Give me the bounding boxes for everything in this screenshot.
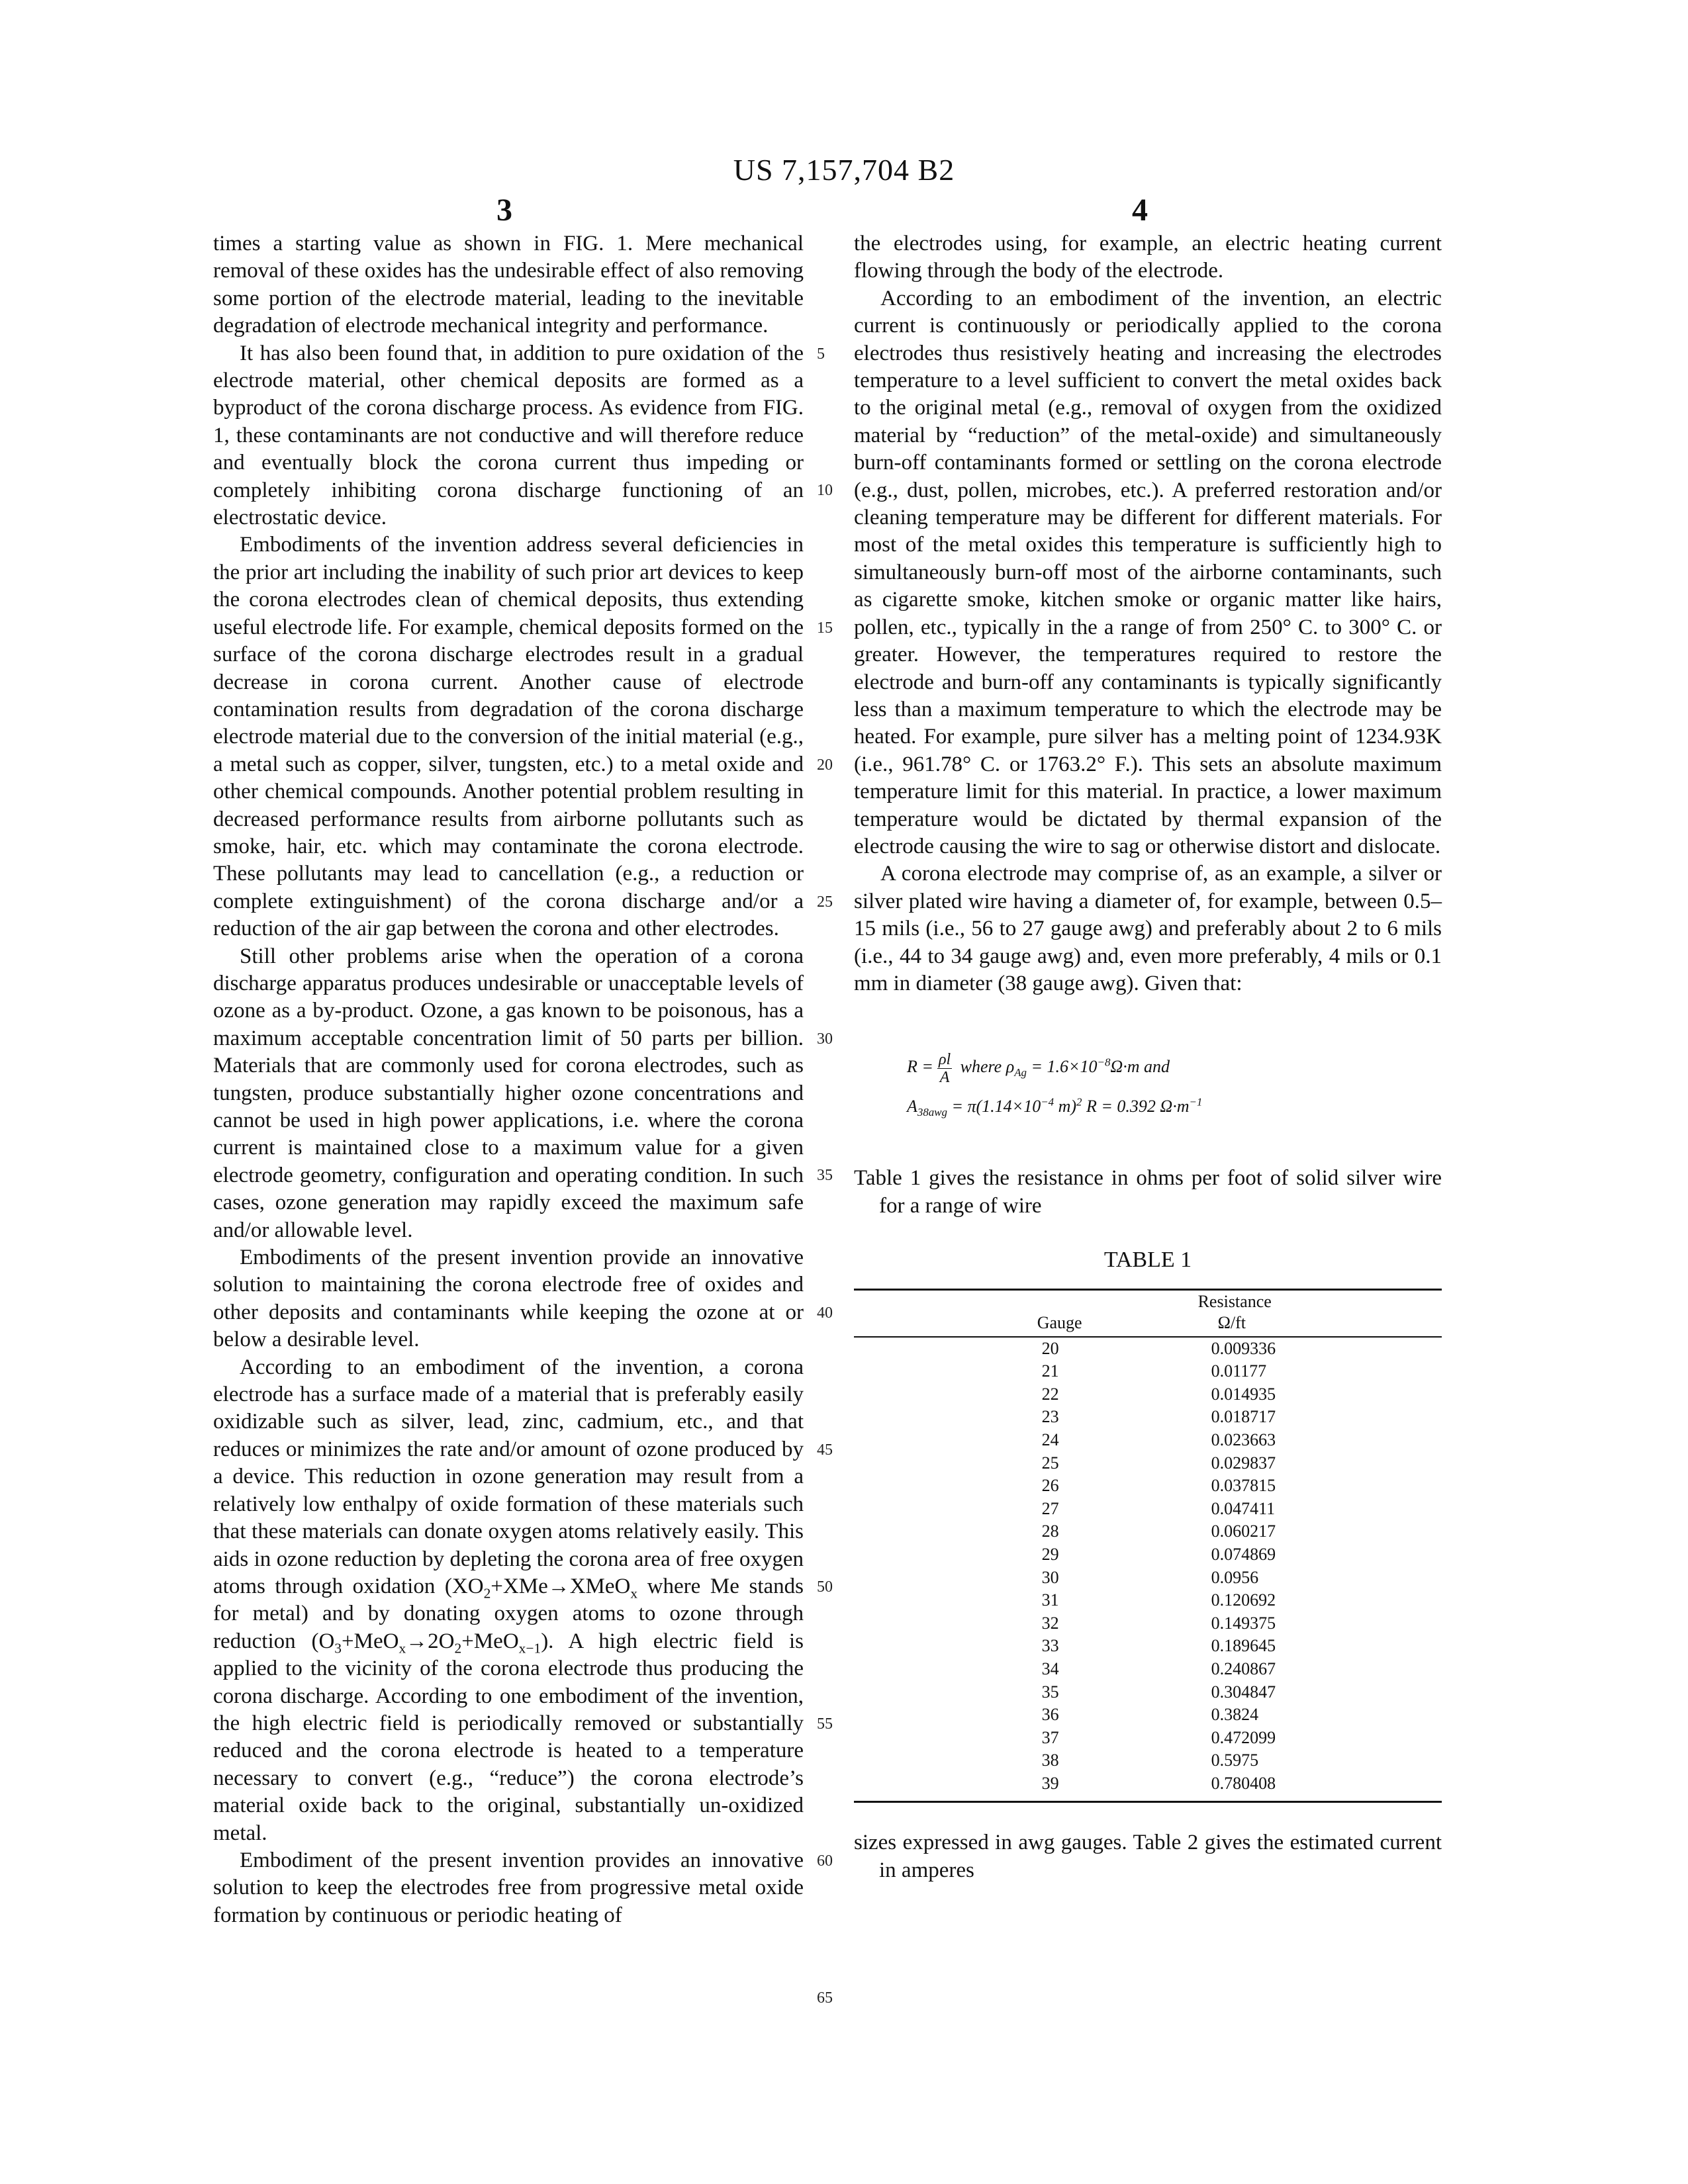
- resistance-cell: 0.189645: [1211, 1636, 1276, 1656]
- line-number: 15: [817, 619, 833, 637]
- resistance-cell: 0.023663: [1211, 1430, 1276, 1449]
- table-row: [854, 1635, 1442, 1658]
- resistance-cell: 0.780408: [1211, 1773, 1276, 1793]
- line-number: 5: [817, 345, 825, 363]
- resistance-cell: 0.304847: [1211, 1682, 1276, 1702]
- table-row: [854, 1360, 1442, 1383]
- table-row: [854, 1612, 1442, 1635]
- resistance-cell: 0.0956: [1211, 1567, 1259, 1587]
- resistance-cell: 0.037815: [1211, 1476, 1276, 1496]
- line-number: 60: [817, 1852, 833, 1870]
- line-number: 25: [817, 893, 833, 911]
- line-number: 55: [817, 1715, 833, 1733]
- right-column: [854, 230, 1442, 1884]
- patent-number: US 7,157,704 B2: [733, 153, 955, 187]
- right-paragraph-2: According to an embodiment of the invention, an electric current is continuously or periodically applied to the corona electrodes thus resistively heating and increasing the electrodes temperature to a level sufficient to convert the metal oxides back to the original metal (e.g., removal of oxygen from the oxidized material by “reduction” of the metal-oxide) and simultaneously burn-off contaminants formed or settling on the corona electrode (e.g., dust, pollen, microbes, etc.). A preferred restoration and/or cleaning temperature may be different for different materials. For most of the metal oxides this temperature is sufficiently high to simultaneously burn-off most of the airborne contaminants, such as cigarette smoke, kitchen smoke or organic matter like hairs, pollen, etc., typically in the a range of from 250° C. to 300° C. or greater. However, the temperatures required to restore the electrode and burn-off any contaminants is typically significantly less than a maximum temperature to which the electrode may be heated. For example, pure silver has a melting point of 1234.93K (i.e., 961.78° C. or 1763.2° F.). This sets an absolute maximum temperature limit for this material. In practice, a lower maximum temperature would be dictated by thermal expansion of the electrode causing the wire to sag or otherwise distort and dislocate.: [854, 286, 1442, 858]
- line-number: 65: [817, 1989, 833, 2007]
- table-row: [854, 1589, 1442, 1612]
- gauge-cell: 20: [1041, 1338, 1059, 1358]
- left-paragraph-4: Still other problems arise when the operation of a corona discharge apparatus produces undesirable or unacceptable levels of ozone as a by-product. Ozone, a gas known to be poisonous, has a maximum acceptable concentration limit of 50 parts per billion. Materials that are commonly used for corona electrodes, such as tungsten, produce substantially higher ozone concentrations and cannot be used in high power applications, i.e. where the corona current is maintained close to a maximum value for a given electrode geometry, configuration and operating condition. In such cases, ozone generation may rapidly exceed the maximum safe and/or allowable level.: [213, 944, 804, 1242]
- gauge-cell: 32: [1041, 1613, 1059, 1633]
- left-paragraph-7: Embodiment of the present invention provides an innovative solution to keep the electrodes free from progressive metal oxide formation by continuous or periodic heating of: [213, 1848, 804, 1927]
- line-number: 50: [817, 1578, 833, 1596]
- table-header-row: [854, 1289, 1442, 1337]
- formula-line-2: $A_{38awg} = \pi(1.14\times 10^{-4}$ m)$^2$ R = 0.392 $\Omega\cdot m^{-1}$: [907, 1095, 1203, 1119]
- line-number: 45: [817, 1441, 833, 1459]
- column-number-right: 4: [1132, 193, 1148, 228]
- table-row: [854, 1406, 1442, 1429]
- table-body: [854, 1337, 1442, 1802]
- gauge-cell: 33: [1041, 1636, 1059, 1656]
- resistance-formula: [907, 1047, 1442, 1126]
- resistance-cell: 0.060217: [1211, 1522, 1276, 1541]
- line-number: 30: [817, 1030, 833, 1048]
- resistance-cell: 0.240867: [1211, 1659, 1276, 1678]
- formula-line-1: R = $\frac{\rho l}{A}$ where $\rho_{Ag} = 1.6\times 10^{-8}\Omega\cdot m$ and: [907, 1050, 1170, 1086]
- table-row: [854, 1543, 1442, 1567]
- left-paragraph-5: Embodiments of the present invention provide an innovative solution to maintaining the corona electrode free of oxides and other deposits and contaminants while keeping the ozone at or below a desirable level.: [213, 1246, 804, 1352]
- table-row: [854, 1429, 1442, 1452]
- gauge-cell: 25: [1041, 1453, 1059, 1473]
- line-number: 10: [817, 482, 833, 499]
- gauge-cell: 29: [1041, 1544, 1059, 1564]
- right-paragraph-5: sizes expressed in awg gauges. Table 2 gives the estimated current in amperes: [854, 1831, 1442, 1882]
- left-paragraph-6: According to an embodiment of the invention, a corona electrode has a surface made of a material that is preferably easily oxidizable such as silver, lead, zinc, cadmium, etc., and that reduces or minimizes the rate and/or amount of ozone produced by a device. This reduction in ozone generation may result from a relatively low enthalpy of oxide formation of these materials such that these materials can donate oxygen atoms relatively easily. This aids in ozone reduction by depleting the corona area of free oxygen atoms through oxidation ($XO_2+XMe\to XMeO_x$ where Me stands for metal) and by donating oxygen atoms to ozone through reduction $(O_3+MeO_x\to 2O_2+MeO_{x-1})$. A high electric field is applied to the vicinity of the corona electrode thus producing the corona discharge. According to one embodiment of the invention, the high electric field is periodically removed or substantially reduced and the corona electrode is heated to a temperature necessary to convert (e.g., “reduce”) the corona electrode’s material oxide back to the original, substantially un-oxidized metal.: [213, 1355, 804, 1845]
- gauge-cell: 28: [1041, 1522, 1059, 1541]
- resistance-cell: 0.009336: [1211, 1338, 1276, 1358]
- gauge-cell: 34: [1041, 1659, 1059, 1678]
- gauge-cell: 36: [1041, 1705, 1059, 1725]
- gauge-cell: 26: [1041, 1476, 1059, 1496]
- resistance-cell: 0.3824: [1211, 1705, 1259, 1725]
- gauge-cell: 35: [1041, 1682, 1059, 1702]
- table-row: [854, 1658, 1442, 1681]
- line-numbers: [817, 0, 857, 2184]
- gauge-cell: 23: [1041, 1407, 1059, 1427]
- line-number: 40: [817, 1304, 833, 1322]
- gauge-cell: 31: [1041, 1590, 1059, 1610]
- gauge-cell: 38: [1041, 1751, 1059, 1770]
- resistance-cell: 0.018717: [1211, 1407, 1276, 1427]
- resistance-cell: 0.014935: [1211, 1384, 1276, 1404]
- gauge-header: Gauge: [1037, 1312, 1082, 1332]
- resistance-cell: 0.01177: [1211, 1361, 1267, 1381]
- right-paragraph-4: Table 1 gives the resistance in ohms per foot of solid silver wire for a range of wire: [854, 1166, 1442, 1218]
- gauge-cell: 22: [1041, 1384, 1059, 1404]
- resistance-cell: 0.074869: [1211, 1544, 1276, 1564]
- table-row: [854, 1567, 1442, 1590]
- gauge-cell: 21: [1041, 1361, 1059, 1381]
- right-paragraph-3: A corona electrode may comprise of, as an example, a silver or silver plated wire having a diameter of, for example, between 0.5–15 mils (i.e., 56 to 27 gauge awg) and preferably about 2 to 6 mils (i.e., 44 to 34 gauge awg) and, even more preferably, 4 mils or 0.1 mm in diameter (38 gauge awg). Given that:: [854, 862, 1442, 995]
- gauge-cell: 30: [1041, 1567, 1059, 1587]
- table-row: [854, 1383, 1442, 1406]
- table-row: [854, 1749, 1442, 1772]
- gauge-cell: 24: [1041, 1430, 1059, 1449]
- table-row: [854, 1681, 1442, 1704]
- resistance-cell: 0.029837: [1211, 1453, 1276, 1473]
- resistance-cell: 0.472099: [1211, 1727, 1276, 1747]
- resistance-cell: 0.149375: [1211, 1613, 1276, 1633]
- table-title: TABLE 1: [1103, 1248, 1192, 1273]
- left-paragraph-2: It has also been found that, in addition to pure oxidation of the electrode material, other chemical deposits are formed as a byproduct of the corona discharge process. As evidence from FIG. 1, these contaminants are not conductive and will therefore reduce and eventually block the corona current thus impeding or completely inhibiting corona discharge functioning of an electrostatic device.: [213, 341, 804, 530]
- resistance-cell: 0.047411: [1211, 1498, 1276, 1518]
- left-paragraph-3: Embodiments of the invention address several deficiencies in the prior art including the inability of such prior art devices to keep the corona electrodes clean of chemical deposits, thus extending useful electrode life. For example, chemical deposits formed on the surface of the corona discharge electrodes result in a gradual decrease in corona current. Another cause of electrode contamination results from degradation of the corona discharge electrode material due to the conversion of the initial material (e.g., a metal such as copper, silver, tungsten, etc.) to a metal oxide and other chemical compounds. Another potential problem resulting in decreased performance results from airborne pollutants such as smoke, hair, etc. which may contaminate the corona electrode. These pollutants may lead to cancellation (e.g., a reduction or complete extinguishment) of the corona discharge and/or a reduction of the air gap between the corona and other electrodes.: [213, 533, 804, 941]
- gauge-cell: 39: [1041, 1773, 1059, 1793]
- line-number: 35: [817, 1167, 833, 1184]
- right-paragraph-1: the electrodes using, for example, an electric heating current flowing through the body of the electrode.: [854, 232, 1442, 283]
- table-row: [854, 1475, 1442, 1498]
- resistance-table: [854, 1289, 1442, 1803]
- table-row: [854, 1727, 1442, 1750]
- table-row: [854, 1772, 1442, 1802]
- left-column: [213, 230, 804, 1929]
- table-row: [854, 1452, 1442, 1475]
- table-row: [854, 1520, 1442, 1543]
- column-number-left: 3: [496, 193, 512, 228]
- table-row: [854, 1498, 1442, 1521]
- gauge-cell: 37: [1041, 1727, 1059, 1747]
- line-number: 20: [817, 756, 833, 774]
- table-row: [854, 1704, 1442, 1727]
- resistance-cell: 0.120692: [1211, 1590, 1276, 1610]
- resistance-cell: 0.5975: [1211, 1751, 1259, 1770]
- left-paragraph-1: times a starting value as shown in FIG. 1. Mere mechanical removal of these oxides has the undesirable effect of also removing some portion of the electrode material, leading to the inevitable degradation of electrode mechanical integrity and performance.: [213, 232, 804, 338]
- resistance-header: Resistance Ω/ft: [1197, 1291, 1272, 1332]
- gauge-cell: 27: [1041, 1498, 1059, 1518]
- table-row: [854, 1337, 1442, 1361]
